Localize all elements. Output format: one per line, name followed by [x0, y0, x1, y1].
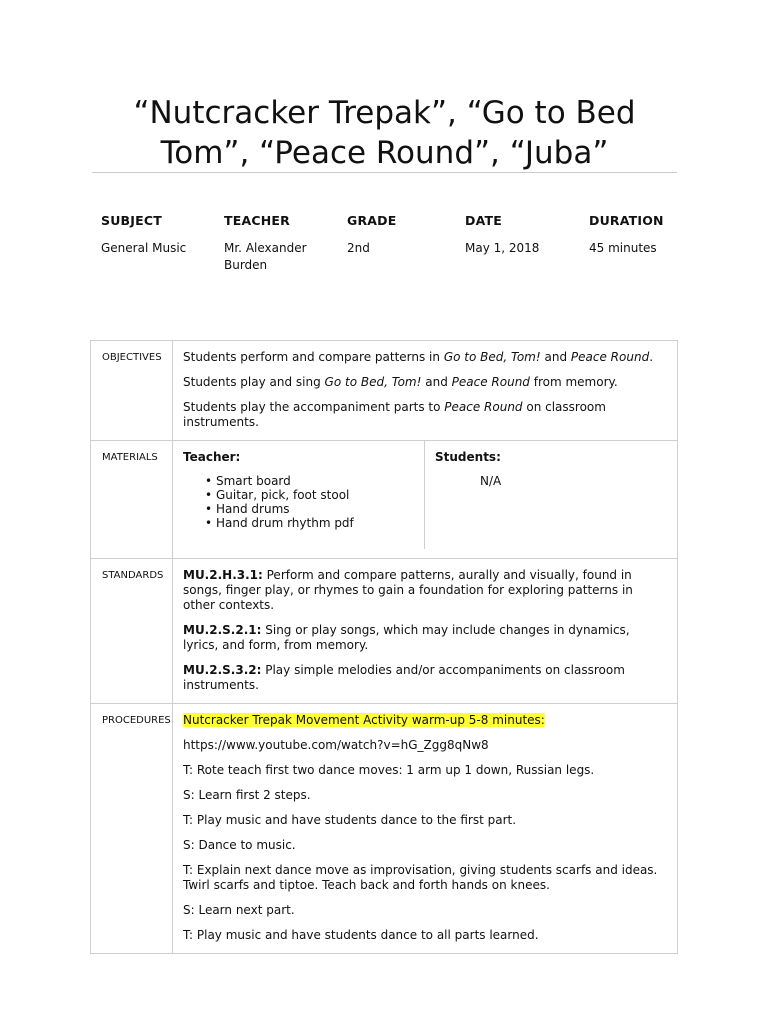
lesson-plan-table [90, 340, 678, 954]
meta-value: 45 minutes [589, 241, 657, 255]
procedure-heading [183, 713, 667, 728]
materials-students-value: N/A [480, 474, 502, 488]
title-line-2: Tom”, “Peace Round”, “Juba” [160, 135, 609, 171]
procedure-step: T: Play music and have students dance to the first part. [183, 813, 517, 827]
meta-header: TEACHER [224, 213, 290, 228]
standard-item: MU.2.H.3.1: Perform and compare patterns, aurally and visually, found in songs, finger play, or rhymes to gain a foundation for exploring patterns in other contexts. [183, 568, 633, 612]
procedure-step: T: Play music and have students dance to all parts learned. [183, 928, 539, 942]
meta-header: DURATION [589, 213, 664, 228]
objectives-row [91, 341, 678, 441]
meta-header: GRADE [347, 213, 397, 228]
page-title [92, 93, 677, 173]
standard-item: MU.2.S.3.2: Play simple melodies and/or accompaniments on classroom instruments. [183, 663, 625, 692]
highlighted-heading: Nutcracker Trepak Movement Activity warm-up 5-8 minutes: [183, 713, 545, 727]
title-line-1: “Nutcracker Trepak”, “Go to Bed [133, 95, 636, 131]
procedure-step: S: Learn next part. [183, 903, 295, 917]
materials-teacher-list [183, 474, 414, 530]
objective-item: Students play the accompaniment parts to Peace Round on classroom instruments. [183, 400, 606, 429]
objective-item: Students play and sing Go to Bed, Tom! and Peace Round from memory. [183, 375, 618, 389]
materials-students-heading: Students: [435, 450, 501, 464]
meta-value: General Music [101, 241, 187, 255]
meta-value: Mr. Alexander Burden [224, 241, 307, 272]
title-divider [92, 172, 677, 173]
meta-duration [589, 213, 689, 257]
materials-teacher-heading: Teacher: [183, 450, 241, 464]
section-label-materials: MATERIALS [91, 441, 173, 559]
procedures-content [173, 704, 678, 954]
list-item: • Hand drums [216, 502, 414, 516]
materials-teacher [173, 441, 425, 549]
procedure-step: S: Dance to music. [183, 838, 296, 852]
meta-grade [347, 213, 447, 257]
objective-item: Students perform and compare patterns in Go to Bed, Tom! and Peace Round. [183, 350, 654, 364]
meta-subject [101, 213, 216, 257]
section-label-standards: STANDARDS [91, 559, 173, 704]
materials-students [425, 441, 677, 549]
list-item: • Guitar, pick, foot stool [216, 488, 414, 502]
procedure-step: T: Explain next dance move as improvisation, giving students scarfs and ideas. Twirl scarfs and tiptoe. Teach back and forth hands on knees. [183, 863, 658, 892]
materials-content [173, 441, 678, 559]
objectives-content [173, 341, 678, 441]
section-label-procedures: PROCEDURES [91, 704, 173, 954]
standards-content [173, 559, 678, 704]
procedures-row [91, 704, 678, 954]
section-label-objectives: OBJECTIVES [91, 341, 173, 441]
meta-teacher [224, 213, 329, 274]
materials-row [91, 441, 678, 559]
standards-row [91, 559, 678, 704]
list-item: • Smart board [216, 474, 414, 488]
meta-header: DATE [465, 213, 502, 228]
procedure-step: S: Learn first 2 steps. [183, 788, 311, 802]
meta-value: May 1, 2018 [465, 241, 540, 255]
meta-header: SUBJECT [101, 213, 162, 228]
procedure-step: T: Rote teach first two dance moves: 1 arm up 1 down, Russian legs. [183, 763, 595, 777]
meta-date [465, 213, 575, 257]
standard-item: MU.2.S.2.1: Sing or play songs, which may include changes in dynamics, lyrics, and form, from memory. [183, 623, 630, 652]
list-item: • Hand drum rhythm pdf [216, 516, 414, 530]
procedure-link[interactable]: https://www.youtube.com/watch?v=hG_Zgg8qNw8 [183, 738, 489, 752]
meta-value: 2nd [347, 241, 370, 255]
